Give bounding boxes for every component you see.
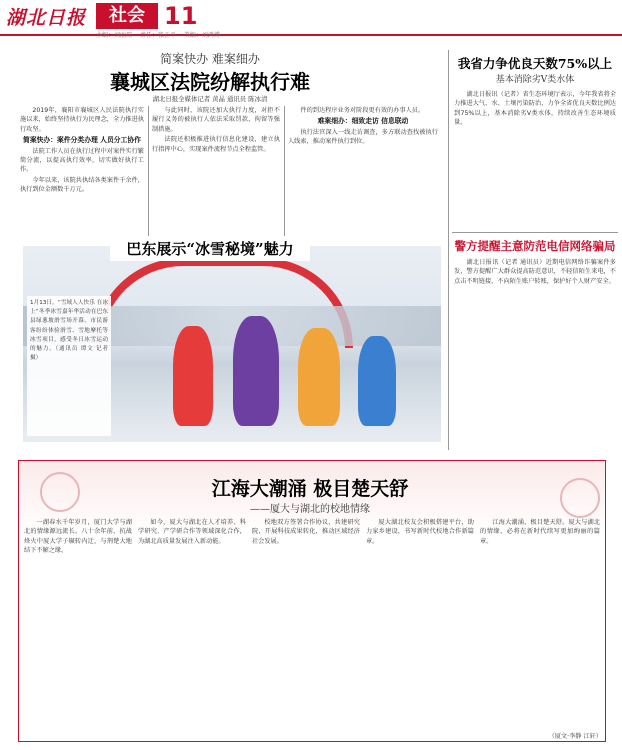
section-divider	[448, 50, 449, 450]
article2-headline: 我省力争优良天数75%以上	[457, 56, 613, 71]
column-divider	[284, 106, 285, 236]
feature-col3	[252, 518, 360, 736]
article2-kicker: 基本消除劣V类水体	[495, 75, 575, 85]
feature-col5-text: 江海大潮涌，极目楚天舒。厦大与湖北的情缘，必将在新时代续写更加绚丽的篇章。	[480, 519, 600, 545]
article1-subhead1: 简案快办：案件分类办理 人员分工协作	[23, 136, 141, 145]
article3-body	[454, 258, 616, 448]
photo-caption: 1月13日，“雪域人人快乐 在冰上”冬季冰雪嘉年华活动在巴东县绿葱坡滑雪场开幕。市民游客纷纷体验滑雪、雪地摩托等冰雪项目，感受冬日冰雪运动的魅力。（通讯员 谭文 记者 摄）	[27, 296, 111, 436]
feature-col2	[138, 518, 246, 736]
credit-editor: 主编：刘丽琼	[96, 32, 133, 39]
feature-col2-text: 如今，厦大与湖北在人才培养、科学研究、产学研合作等领域深化合作，为湖北高质量发展注入新动能。	[138, 519, 246, 545]
article1-col3-p2: 执行法官深入一线走访调查，多方联动查找被执行人线索，推动案件执行到位。	[288, 128, 438, 146]
photo-title: 巴东展示“冰雪秘境”魅力	[110, 236, 310, 261]
credit-design: 美编：刘鸿博	[183, 32, 220, 39]
child-figure	[173, 326, 213, 426]
article1-subhead2: 难案细办：细致走访 信息联动	[317, 117, 409, 126]
feature-col1-text: 一湖春水千年岁月，厦门大学与湖北的情缘源远流长。八十余年前，抗战烽火中厦大学子辗转内迁，与荆楚大地结下不解之缘。	[24, 519, 132, 555]
article3-body-text: 湖北日报讯（记者 通讯员）近期电信网络诈骗案件多发，警方提醒广大群众提高防范意识，不轻信陌生来电，不点击不明链接，不向陌生账户转账，保护好个人财产安全。	[454, 259, 616, 285]
article1-col1	[20, 106, 144, 242]
feature-headline: 江海大潮涌 极目楚天舒	[211, 478, 409, 500]
article2-body	[454, 90, 616, 224]
feature-col1	[24, 518, 132, 736]
article2-body-text: 湖北日报讯（记者）省生态环境厅表示，今年我省将全力推进大气、水、土壤污染防治，力争全省优良天数比例达到75%以上，基本消除劣V类水体，持续改善生态环境质量。	[454, 91, 616, 127]
masthead	[0, 0, 622, 39]
feature-col4	[366, 518, 474, 736]
article1-col2-p2: 法院还积极推进执行信息化建设，建立执行指挥中心，实现案件流程节点全程监管。	[152, 136, 280, 153]
newspaper-logo: 湖北日报	[6, 7, 87, 29]
credit-duty: 责任：张正平	[139, 32, 176, 39]
article1-col3-p1: 件的到达程序业务对阶段更有效的办事人员。	[300, 107, 425, 114]
article1-col1-p2: 法院工作人员在执行过程中对案件实行繁简分流，以提高执行效率，切实做好执行工作。	[20, 147, 144, 174]
page-number: 11	[164, 2, 198, 30]
credits-line	[96, 30, 226, 39]
article3-headline: 警方提醒主意防范电信网络骗局	[454, 239, 616, 253]
child-figure	[233, 316, 279, 426]
article1-col2-p1: 与此同时，该院还加大执行力度，对拒不履行义务的被执行人依法采取罚款、拘留等强制措施。	[152, 107, 280, 133]
decor-wave	[560, 478, 600, 518]
feature-subtitle: ——厦大与湖北的校地情缘	[250, 504, 370, 515]
article1-col3	[288, 106, 438, 242]
feature-signoff: （厦文·李静 江轩）	[548, 733, 602, 740]
child-figure	[358, 336, 396, 426]
article-divider	[452, 232, 618, 233]
section-label: 社会	[96, 3, 158, 29]
article1-col1-p1: 2019年，襄阳市襄城区人民法院执行实施以来，始终坚持执行为民理念，全力推进执行攻坚。	[20, 107, 144, 133]
child-figure	[298, 328, 340, 426]
article1-headline: 襄城区法院纷解执行难	[110, 70, 310, 94]
feature-col3-text: 校地双方签署合作协议，共建研究院，开展科技成果转化，推动区域经济社会发展。	[252, 519, 360, 545]
feature-col4-text: 厦大湖北校友会积极搭建平台，助力家乡建设，书写新时代校地合作新篇章。	[366, 519, 474, 545]
feature-col5	[480, 518, 600, 728]
article1-byline: 湖北日报全媒体记者 黄晶 通讯员 陈冰清	[152, 95, 268, 103]
article1-kicker: 简案快办 难案细办	[160, 52, 260, 66]
article1-col2	[152, 106, 280, 242]
column-divider	[148, 106, 149, 236]
article1-col1-p3: 今年以来，该院共执结各类案件千余件，执行到位金额数千万元。	[20, 176, 144, 194]
